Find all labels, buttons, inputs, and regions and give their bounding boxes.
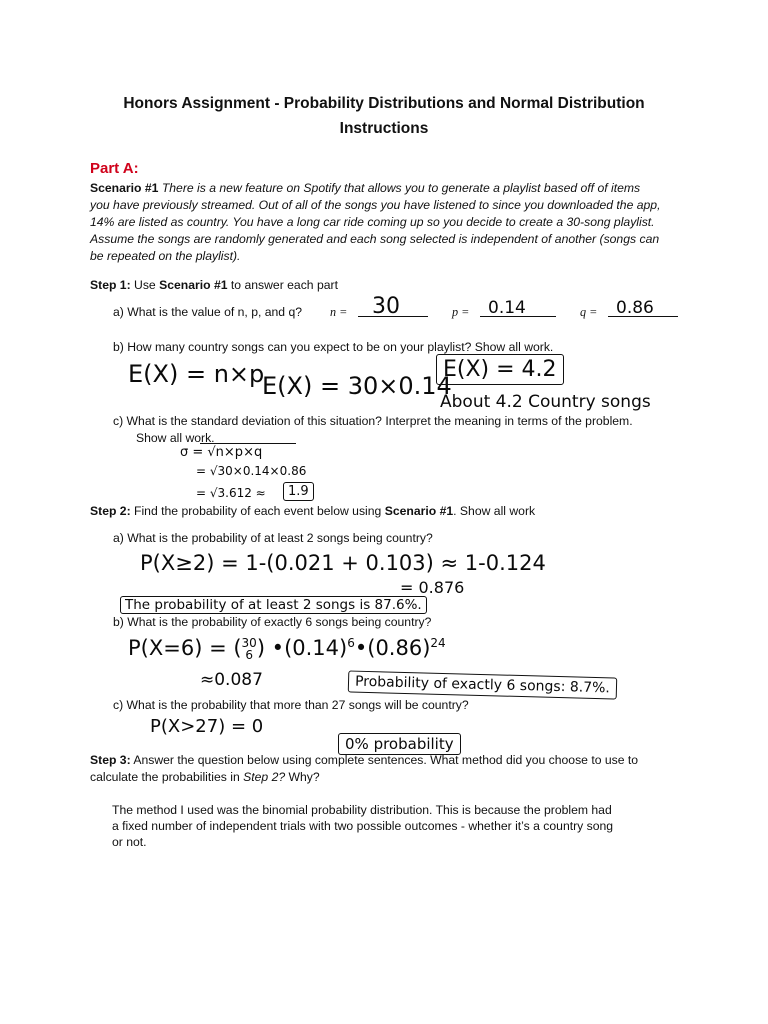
q-answer: 0.86 xyxy=(616,298,654,318)
sd-formula: σ = √n×p×q xyxy=(180,445,263,460)
typed-answer-line3: or not. xyxy=(112,835,147,849)
ex-formula: E(X) = n×p xyxy=(128,360,265,388)
sd-substitution: = √30×0.14×0.86 xyxy=(196,464,307,478)
ex-result-box: E(X) = 4.2 xyxy=(436,354,564,385)
ex-interpretation: About 4.2 Country songs xyxy=(440,392,651,412)
step2-label: Step 2: xyxy=(90,504,131,518)
step2-question-a: a) What is the probability of at least 2 songs being country? xyxy=(113,531,433,545)
step1-question-c: c) What is the standard deviation of this situation? Interpret the meaning in terms of the problem. xyxy=(113,414,633,428)
n-answer: 30 xyxy=(372,294,400,319)
step3-label: Step 3: xyxy=(90,753,131,767)
step1-question-b: b) How many country songs can you expect to be on your playlist? Show all work. xyxy=(113,340,554,354)
s2a-work-line1: P(X≥2) = 1-(0.021 + 0.103) ≈ 1-0.124 xyxy=(140,551,546,575)
s2a-work-line2: = 0.876 xyxy=(400,578,465,597)
p-answer: 0.14 xyxy=(488,298,526,318)
s2b-work-line2: ≈0.087 xyxy=(200,670,263,690)
s2b-answer-box: Probability of exactly 6 songs: 8.7%. xyxy=(348,670,617,699)
scenario-line-1 xyxy=(90,180,640,197)
document-title-line2: Instructions xyxy=(339,120,429,137)
part-a-heading: Part A: xyxy=(90,160,139,177)
p-label: p = xyxy=(452,305,470,319)
step3-line2: calculate the probabilities in Step 2? Why? xyxy=(90,770,320,784)
scenario-line-5: be repeated on the playlist). xyxy=(90,249,241,263)
sd-radical-bar xyxy=(200,443,296,444)
q-label: q = xyxy=(580,305,598,319)
n-label: n = xyxy=(330,305,348,319)
document-title-line1: Honors Assignment - Probability Distributions and Normal Distribution xyxy=(123,95,645,112)
step1-question-c-line2: Show all work. xyxy=(136,431,215,445)
sd-result-box: 1.9 xyxy=(283,482,314,501)
step3-line1: Step 3: Answer the question below using complete sentences. What method did you choose to use to xyxy=(90,753,639,767)
s2c-work: P(X>27) = 0 xyxy=(150,716,264,737)
scenario-line-3: 14% are listed as country. You have a long car ride coming up so you decide to create a 30-song playlist. xyxy=(90,215,655,229)
s2c-answer-box: 0% probability xyxy=(338,733,461,755)
scenario-line-4: Assume the songs are randomly generated and each song selected is independent of another (songs can xyxy=(90,232,660,246)
step1-question-a: a) What is the value of n, p, and q? xyxy=(113,305,303,319)
typed-answer-line1: The method I used was the binomial probability distribution. This is because the problem had xyxy=(112,803,612,817)
s2b-work-line1: P(X=6) = (30 6 ) $•(0.14)^6•(0.86)^{24}$ xyxy=(128,636,446,662)
step2-heading: Step 2: Find the probability of each event below using Scenario #1. Show all work xyxy=(90,504,536,518)
sd-simplified: = √3.612 ≈ xyxy=(196,486,266,500)
step2-question-c: c) What is the probability that more than 27 songs will be country? xyxy=(113,698,469,712)
scenario-label: Scenario #1 xyxy=(90,181,159,195)
typed-answer-line2: a fixed number of independent trials with two possible outcomes - whether it’s a country song xyxy=(112,819,614,833)
scenario-line-2: you have previously streamed. Out of all of the songs you have listened to since you downloaded the app, xyxy=(90,198,661,212)
ex-calculation: E(X) = 30×0.14 xyxy=(262,372,452,400)
step1-heading: Step 1: Use Scenario #1 to answer each part xyxy=(90,278,338,292)
s2a-answer-box: The probability of at least 2 songs is 87.6%. xyxy=(120,596,427,614)
scenario-text-1: There is a new feature on Spotify that allows you to generate a playlist based off of items xyxy=(158,181,641,195)
step1-label: Step 1: xyxy=(90,278,131,292)
step2-question-b: b) What is the probability of exactly 6 songs being country? xyxy=(113,615,432,629)
